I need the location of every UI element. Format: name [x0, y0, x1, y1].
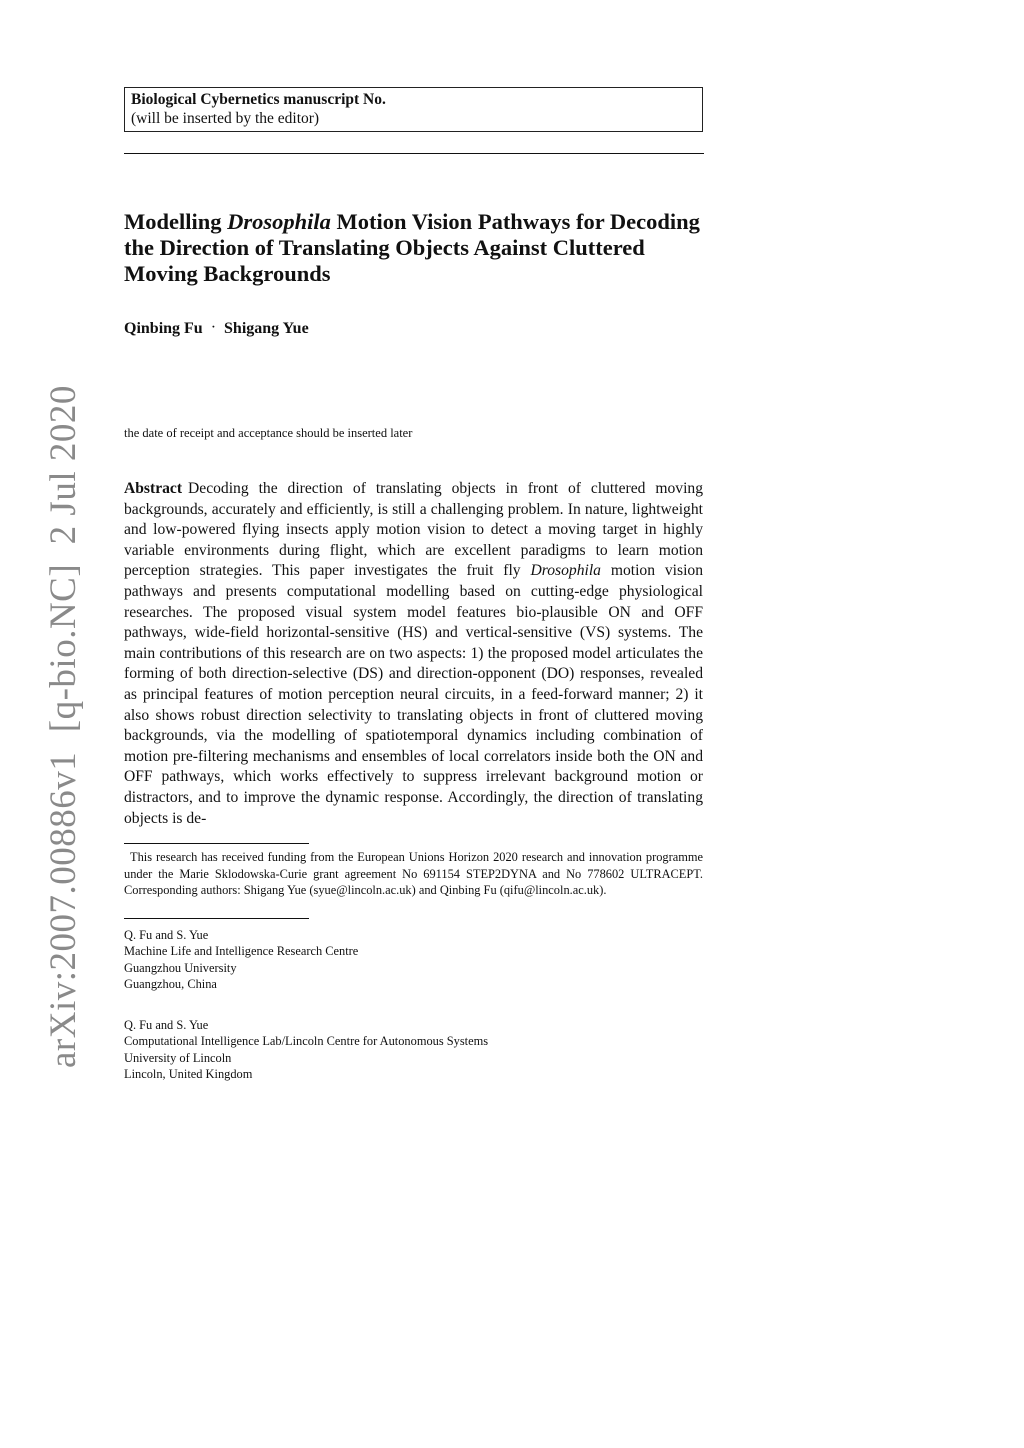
affiliation-lab: Computational Intelligence Lab/Lincoln Centre for Autonomous Systems: [124, 1034, 489, 1049]
paper-title: [124, 209, 709, 287]
abstract: [124, 479, 703, 829]
affiliation-location: Guangzhou, China: [124, 976, 217, 991]
affiliation-lab: Machine Life and Intelligence Research Centre: [124, 944, 359, 959]
abstract-italic-species: Drosophila: [530, 562, 601, 580]
affiliation-institution: Guangzhou University: [124, 960, 237, 975]
title-part-1: Modelling: [124, 209, 228, 234]
affiliation-institution: University of Lincoln: [124, 1050, 232, 1065]
author-separator: ·: [210, 319, 217, 336]
author-name: Shigang Yue: [224, 320, 309, 337]
abstract-text-1: Decoding the direction of translating objects in front of cluttered moving backgrounds, accurately and efficiently, is still a challenging problem. In nature, lightweight and low-powered flying insects apply motion vision to detect a moving target in highly variable environments during flight, which are excellent paradigms to learn motion perception strategies. This paper investigates the fruit fly: [124, 480, 703, 580]
header-rule: [124, 153, 704, 154]
funding-footnote: This research has received funding from the European Unions Horizon 2020 research and innovation programme under the Marie Sklodowska-Curie grant agreement No 691154 STEP2DYNA and No 778602 ULTRACEPT. Corresponding authors: Shigang Yue (syue@lincoln.ac.uk) and Qinbing Fu (qifu@lincoln.ac.uk).: [124, 850, 703, 897]
title-italic-species: Drosophila: [227, 209, 331, 234]
abstract-label: Abstract: [124, 480, 183, 497]
affiliation-authors: Q. Fu and S. Yue: [124, 1018, 209, 1032]
affiliation-authors: Q. Fu and S. Yue: [124, 928, 209, 942]
editor-note: (will be inserted by the editor): [131, 110, 320, 127]
abstract-text-2: motion vision pathways and presents computational modelling based on cutting-edge physiological researches. The proposed visual system model features bio-plausible ON and OFF pathways, wide-field horizontal-sensitive (HS) and vertical-sensitive (VS) systems. The main contributions of this research are on two aspects: 1) the proposed model articulates the forming of both direction-selective (DS) and direction-opponent (DO) responses, revealed as principal features of motion perception neural circuits, in a feed-forward manner; 2) it also shows robust direction selectivity to translating objects in front of cluttered moving backgrounds, via the modelling of spatiotemporal dynamics including combination of motion pre-filtering mechanisms and ensembles of local correlators inside both the ON and OFF pathways, which works effectively to suppress irrelevant background motion or distractors, and to improve the dynamic response. Accordingly, the direction of translating objects is de-: [124, 562, 704, 827]
received-date-note: the date of receipt and acceptance should be inserted later: [124, 426, 413, 440]
affiliation-block: [124, 1017, 488, 1082]
author-list: [124, 319, 309, 339]
author-name: Qinbing Fu: [124, 320, 203, 337]
footnote-rule: [124, 843, 309, 844]
affiliation-location: Lincoln, United Kingdom: [124, 1066, 253, 1081]
affiliation-rule: [124, 918, 309, 919]
arxiv-identifier-stamp: arXiv:2007.00886v1 [q-bio.NC] 2 Jul 2020: [43, 385, 84, 1068]
journal-info-box: [124, 87, 703, 132]
title-part-2: Motion Vision Pathways for Decoding the Direction of Translating Objects Against Cluttered Moving Backgrounds: [124, 209, 700, 286]
journal-name: Biological Cybernetics manuscript No.: [131, 91, 386, 108]
affiliation-block: [124, 927, 358, 992]
